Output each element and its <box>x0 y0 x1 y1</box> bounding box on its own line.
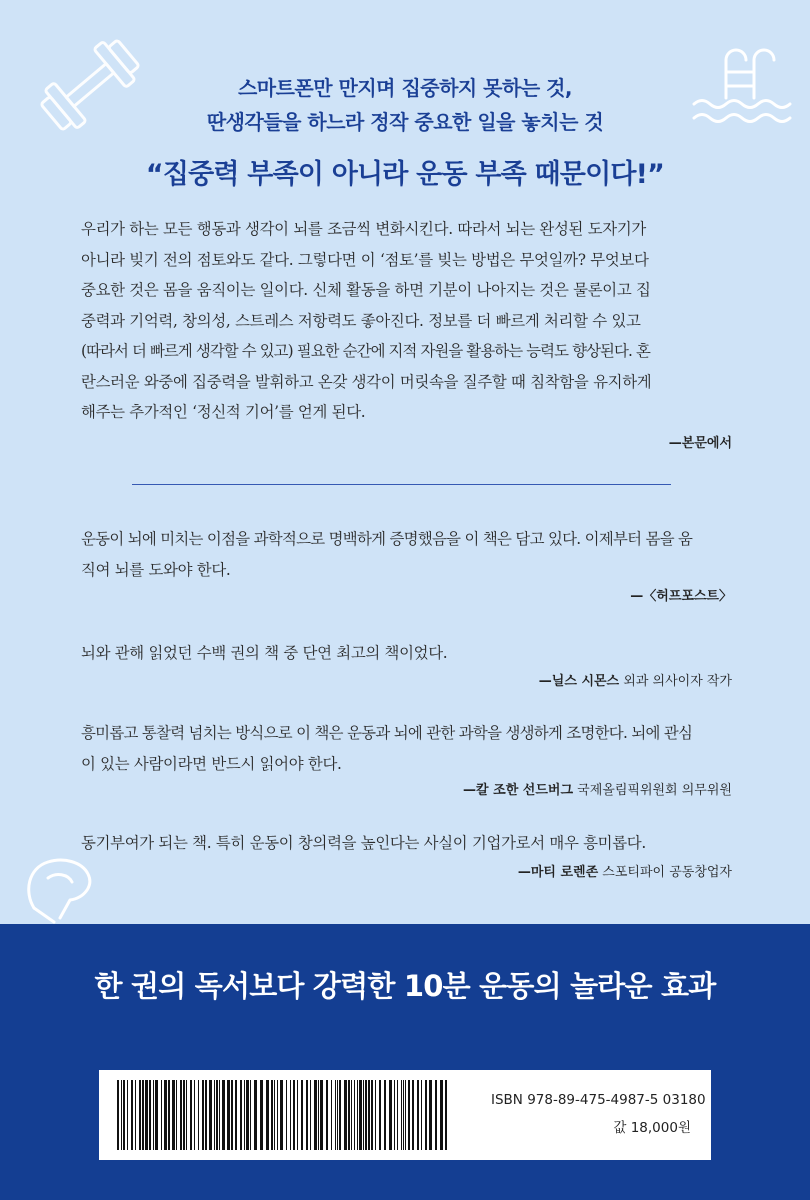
barcode-bar <box>351 1080 352 1150</box>
barcode-bar <box>375 1080 376 1150</box>
barcode-bar <box>246 1080 249 1150</box>
review-attribution <box>539 670 732 689</box>
barcode-bar <box>397 1080 398 1150</box>
barcode-bar <box>135 1080 136 1150</box>
barcode-bar <box>149 1080 151 1150</box>
review-text <box>81 638 731 669</box>
barcode-bar <box>131 1080 133 1150</box>
barcode-bar <box>293 1080 295 1150</box>
barcode-bar <box>186 1080 187 1150</box>
excerpt-line: 아니라 빚기 전의 점토와도 같다. 그렇다면 이 ‘점토’를 빚는 방법은 무엇일까? 무엇보다 <box>81 250 649 269</box>
review-text <box>81 524 731 585</box>
barcode-bar <box>127 1080 128 1150</box>
barcode-bar <box>244 1080 245 1150</box>
barcode-bar <box>235 1080 237 1150</box>
barcode-bar <box>314 1080 317 1150</box>
barcode-bar <box>266 1080 269 1150</box>
barcode-bar <box>183 1080 185 1150</box>
barcode-bar <box>240 1080 242 1150</box>
barcode-bar <box>425 1080 427 1150</box>
barcode-bar <box>117 1080 119 1150</box>
barcode-bar <box>429 1080 432 1150</box>
boxing-glove-icon <box>20 848 110 924</box>
barcode-bar <box>337 1080 338 1150</box>
barcode-bar <box>168 1080 170 1150</box>
barcode-bar <box>371 1080 373 1150</box>
barcode-bar <box>222 1080 225 1150</box>
barcode-bar <box>216 1080 218 1150</box>
barcode-bar <box>176 1080 177 1150</box>
barcode-image <box>99 1070 459 1160</box>
barcode-bar <box>277 1080 278 1150</box>
barcode-bar <box>286 1080 287 1150</box>
review-line: 동기부여가 되는 책. 특히 운동이 창의력을 높인다는 사실이 기업가로서 매우 흥미롭다. <box>81 834 646 852</box>
barcode-bar <box>123 1080 125 1150</box>
review-author: —〈허프포스트〉 <box>630 589 732 604</box>
review-text <box>81 718 731 779</box>
barcode-bar <box>142 1080 144 1150</box>
barcode-bar <box>250 1080 251 1150</box>
barcode-bar <box>153 1080 154 1150</box>
barcode-bar <box>310 1080 311 1150</box>
isbn-text: ISBN 978-89-475-4987-5 03180 <box>491 1092 706 1108</box>
barcode-bar <box>354 1080 355 1150</box>
excerpt-line: 해주는 추가적인 ‘정신적 기어’를 얻게 된다. <box>81 403 366 421</box>
barcode-bar <box>290 1080 291 1150</box>
barcode-bar <box>280 1080 283 1150</box>
barcode-bar <box>172 1080 175 1150</box>
barcode-bar <box>190 1080 192 1150</box>
review-line: 운동이 뇌에 미치는 이점을 과학적으로 명백하게 증명했음을 이 책은 담고 있다. 이제부터 몸을 움 <box>81 530 693 548</box>
review-role: 국제올림픽위원회 의무위원 <box>577 783 732 798</box>
excerpt-source <box>669 432 732 451</box>
barcode-bar <box>357 1080 358 1150</box>
barcode-bar <box>320 1080 323 1150</box>
barcode-bar <box>145 1080 148 1150</box>
excerpt-line: 란스러운 와중에 집중력을 발휘하고 온갖 생각이 머릿속을 질주할 때 침착함을 유지하게 <box>81 372 652 391</box>
barcode-bar <box>209 1080 212 1150</box>
review-role: 외과 의사이자 작가 <box>623 674 732 689</box>
barcode-bar <box>205 1080 207 1150</box>
barcode-bar <box>161 1080 162 1150</box>
band-title: 한 권의 독서보다 강력한 10분 운동의 놀라운 효과 <box>94 969 716 1003</box>
barcode-bar <box>435 1080 437 1150</box>
barcode-bar <box>231 1080 233 1150</box>
barcode-bar <box>198 1080 199 1150</box>
barcode-bar <box>421 1080 422 1150</box>
barcode-bar <box>405 1080 406 1150</box>
barcode-bar <box>121 1080 122 1150</box>
barcode-bar <box>326 1080 328 1150</box>
barcode-bar <box>297 1080 298 1150</box>
barcode-bar <box>348 1080 350 1150</box>
barcode-bar <box>384 1080 386 1150</box>
review-line: 뇌와 관해 읽었던 수백 권의 책 중 단연 최고의 책이었다. <box>81 644 448 662</box>
barcode-bar <box>394 1080 395 1150</box>
barcode-bar <box>301 1080 303 1150</box>
section-divider <box>132 484 671 485</box>
excerpt-source-label: —본문에서 <box>668 436 732 451</box>
barcode-panel <box>99 1070 711 1160</box>
barcode-bar <box>271 1080 273 1150</box>
barcode-bar <box>202 1080 204 1150</box>
barcode-bar <box>306 1080 308 1150</box>
headline-line2: 딴생각들을 하느라 정작 중요한 일을 놓치는 것 <box>206 110 604 134</box>
barcode-bar <box>440 1080 443 1150</box>
review-line: 직여 뇌를 도와야 한다. <box>81 560 231 579</box>
review-author: —칼 조한 선드버그 <box>463 783 574 798</box>
barcode-bar <box>335 1080 336 1150</box>
barcode-bar <box>260 1080 263 1150</box>
excerpt-line: (따라서 더 빠르게 생각할 수 있고) 필요한 순간에 지적 자원을 활용하는 능력도 향상된다. 혼 <box>81 342 650 360</box>
barcode-bar <box>155 1080 158 1150</box>
barcode-bar <box>227 1080 230 1150</box>
review-role: 스포티파이 공동창업자 <box>602 865 732 880</box>
barcode-bar <box>389 1080 392 1150</box>
review-attribution <box>463 779 732 798</box>
barcode-bar <box>412 1080 414 1150</box>
review-author: —마티 로렌존 <box>517 865 599 880</box>
barcode-bar <box>417 1080 419 1150</box>
review-attribution <box>630 585 732 604</box>
barcode-bar <box>408 1080 410 1150</box>
review-text <box>81 828 731 859</box>
barcode-bar <box>180 1080 182 1150</box>
barcode-bar <box>401 1080 402 1150</box>
barcode-bar <box>445 1080 447 1150</box>
barcode-bar <box>219 1080 220 1150</box>
barcode-bar <box>194 1080 195 1150</box>
headline-line1: 스마트폰만 만지며 집중하지 못하는 것, <box>237 76 573 100</box>
review-line: 흥미롭고 통찰력 넘치는 방식으로 이 책은 운동과 뇌에 관한 과학을 생생하게 조명한다. 뇌에 관심 <box>81 724 693 742</box>
barcode-bar <box>403 1080 404 1150</box>
barcode-bar <box>331 1080 332 1150</box>
review-author: —닐스 시몬스 <box>538 674 620 689</box>
main-quote: “집중력 부족이 아니라 운동 부족 때문이다!” <box>145 159 665 190</box>
excerpt-paragraph <box>81 214 731 428</box>
barcode-bar <box>214 1080 215 1150</box>
barcode-bar <box>139 1080 141 1150</box>
barcode-bar <box>164 1080 167 1150</box>
barcode-bar <box>363 1080 364 1150</box>
excerpt-line: 중요한 것은 몸을 움직이는 일이다. 신체 활동을 하면 기분이 나아지는 것은 물론이고 집 <box>81 281 651 299</box>
excerpt-line: 우리가 하는 모든 행동과 생각이 뇌를 조금씩 변화시킨다. 따라서 뇌는 완성된 도자기가 <box>81 220 646 238</box>
barcode-bar <box>359 1080 362 1150</box>
barcode-bar <box>379 1080 381 1150</box>
review-attribution <box>518 861 732 880</box>
barcode-bar <box>318 1080 319 1150</box>
barcode-bar <box>365 1080 367 1150</box>
barcode-bar <box>339 1080 341 1150</box>
price-text: 값 18,000원 <box>613 1120 691 1136</box>
excerpt-line: 중력과 기억력, 창의성, 스트레스 저항력도 좋아진다. 정보를 더 빠르게 처리할 수 있고 <box>81 311 641 330</box>
review-line: 이 있는 사람이라면 반드시 읽어야 한다. <box>81 754 342 773</box>
barcode-bar <box>254 1080 257 1150</box>
barcode-bar <box>344 1080 347 1150</box>
barcode-bar <box>274 1080 275 1150</box>
barcode-bar <box>368 1080 370 1150</box>
